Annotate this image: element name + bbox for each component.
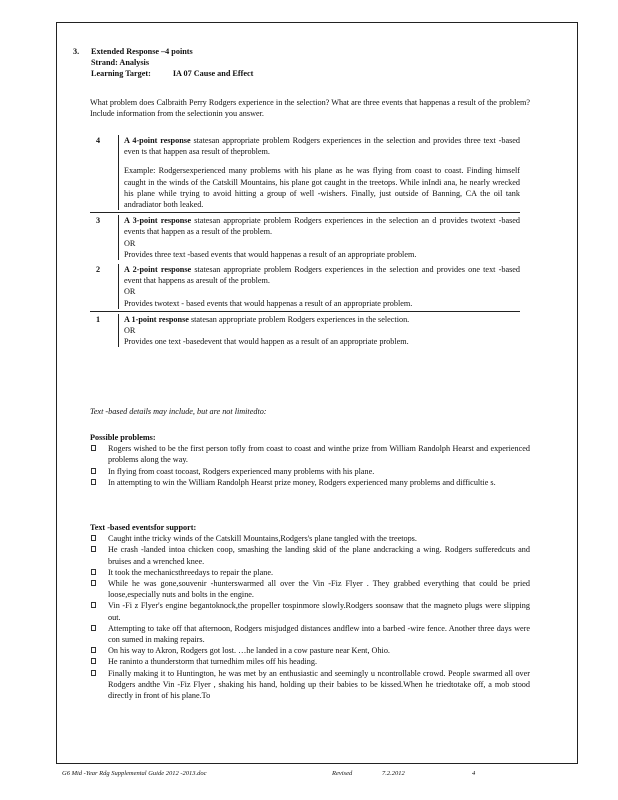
rubric-alternative: Provides twotext - based events that would happenas a result of an appropriate problem. — [124, 298, 413, 308]
list-item: On his way to Akron, Rodgers got lost. …he landed in a cow pasture near Kent, Ohio. — [90, 645, 530, 656]
rubric-row-4 — [90, 133, 520, 212]
rubric-row-1 — [90, 311, 520, 350]
checkbox-bullet-icon — [91, 647, 96, 653]
checkbox-bullet-icon — [91, 535, 96, 541]
rubric-text: statesan appropriate problem Rodgers experiences in the selection and provides one text -based event that happens as aresult of the problem. — [124, 265, 520, 286]
list-item: While he was gone,souvenir -hunterswarmed all over the Vin -Fiz Flyer . They grabbed everything that could be pried loose,especially nuts and bolts in the engine. — [90, 578, 530, 600]
question-prompt: What problem does Calbraith Perry Rodgers experience in the selection? What are three events that happenas a result of the problem? Include information from the selectionin you answer. — [90, 98, 530, 119]
list-item: He raninto a thunderstorm that turnedhim miles off his heading. — [90, 656, 530, 667]
question-title: Extended Response –4 points — [91, 47, 193, 56]
checkbox-bullet-icon — [91, 602, 96, 608]
rubric-or: OR — [124, 326, 136, 336]
events-list — [90, 533, 530, 701]
scoring-rubric — [90, 133, 520, 349]
events-heading: Text -based eventsfor support: — [90, 523, 197, 532]
problems-section — [90, 432, 530, 488]
rubric-row-2 — [90, 262, 520, 311]
list-item: He crash -landed intoa chicken coop, smashing the landing skid of the plane andcracking a wing. Rodgers sufferedcuts and bruises and a wrenched knee. — [90, 544, 530, 566]
checkbox-bullet-icon — [91, 569, 96, 575]
list-item: Attempting to take off that afternoon, Rodgers misjudged distances andflew into a barbed -wire fence. Another three days were con sumed in making repairs. — [90, 623, 530, 645]
checkbox-bullet-icon — [91, 479, 96, 485]
checkbox-bullet-icon — [91, 445, 96, 451]
checkbox-bullet-icon — [91, 546, 96, 552]
rubric-description — [118, 135, 520, 210]
checkbox-bullet-icon — [91, 658, 96, 664]
checkbox-bullet-icon — [91, 625, 96, 631]
list-item: Vin -Fi z Flyer's engine begantoknock,the propeller tospinmore slowly.Rodgers soonsaw that the magneto plugs were slipping out. — [90, 600, 530, 622]
footer-date: 7.2.2012 — [382, 770, 405, 777]
list-item: Rogers wished to be the first person tofly from coast to coast and winthe prize from William Randolph Hearst and experienced problems along the way. — [90, 443, 530, 465]
page-footer — [62, 770, 522, 777]
rubric-description — [118, 314, 520, 348]
rubric-example: Example: Rodgersexperienced many problems with his plane as he was flying from coast to coast. Finding himself caught in the winds of the Catskill Mountains, his plane got caught in the treetops. While inIndi ana, he nearly wrecked his plane while trying to avoid hitting a group of well -wishers. Finally, just outside of Banning, CA the oil tank andradiator both leaked. — [124, 166, 520, 210]
list-item: It took the mechanicsthreedays to repair the plane. — [90, 567, 530, 578]
rubric-text: statesan appropriate problem Rodgers experiences in the selection and provides three text -based even ts that happen asa result of theproblem. — [124, 136, 520, 157]
checkbox-bullet-icon — [91, 670, 96, 676]
list-item: Finally making it to Huntington, he was met by an enthusiastic and seemingly u ncontrollable crowd. People swarmed all over Rodgers andthe Vin -Fiz Flyer , shaking his hand, holding up their babies to be kissed.When he triedtotake off, a mob stood directly in front of his plane.To — [90, 668, 530, 702]
footer-document-name: G6 Mid -Year Rdg Supplemental Guide 2012 -2013.doc — [62, 770, 207, 777]
events-section — [90, 522, 530, 701]
problems-heading: Possible problems: — [90, 433, 156, 442]
rubric-lead: A 3-point response — [124, 216, 192, 226]
rubric-description — [118, 264, 520, 309]
rubric-alternative: Provides one text -basedevent that would happen as a result of an appropriate problem. — [124, 337, 409, 347]
rubric-text: statesan appropriate problem Rodgers experiences in the selection. — [188, 314, 410, 324]
list-item: In flying from coast tocoast, Rodgers experienced many problems with his plane. — [90, 466, 530, 477]
checkbox-bullet-icon — [91, 580, 96, 586]
rubric-or: OR — [124, 287, 136, 297]
rubric-score: 3 — [96, 216, 101, 226]
strand-label: Strand: Analysis — [91, 58, 150, 68]
rubric-score: 4 — [96, 136, 101, 145]
problems-list — [90, 443, 530, 488]
rubric-alternative: Provides three text -based events that would happenas a result of an appropriate problem. — [124, 249, 417, 259]
question-header — [73, 46, 253, 80]
list-item: In attempting to win the William Randolph Hearst prize money, Rodgers experienced many problems and difficultie s. — [90, 477, 530, 488]
rubric-description — [118, 215, 520, 260]
rubric-text: statesan appropriate problem Rodgers experiences in the selection an d provides twotext -based events that happen as a result of the problem. — [124, 216, 520, 237]
list-item: Caught inthe tricky winds of the Catskill Mountains,Rodgers's plane tangled with the treetops. — [90, 533, 530, 544]
learning-target-value: IA 07 Cause and Effect — [172, 69, 254, 79]
learning-target-label: Learning Target: — [91, 69, 151, 79]
checkbox-bullet-icon — [91, 468, 96, 474]
question-number: 3. — [73, 47, 80, 56]
rubric-score: 2 — [96, 265, 101, 275]
rubric-lead: A 2-point response — [124, 265, 192, 275]
rubric-row-3 — [90, 212, 520, 262]
footer-page-number: 4 — [472, 770, 476, 777]
details-intro: Text -based details may include, but are not limitedto: — [90, 407, 267, 416]
rubric-lead: A 1-point response — [124, 314, 189, 324]
rubric-lead: A 4-point response — [124, 136, 191, 145]
rubric-or: OR — [124, 238, 136, 248]
rubric-score: 1 — [96, 314, 101, 324]
footer-status: Revised — [332, 770, 353, 777]
